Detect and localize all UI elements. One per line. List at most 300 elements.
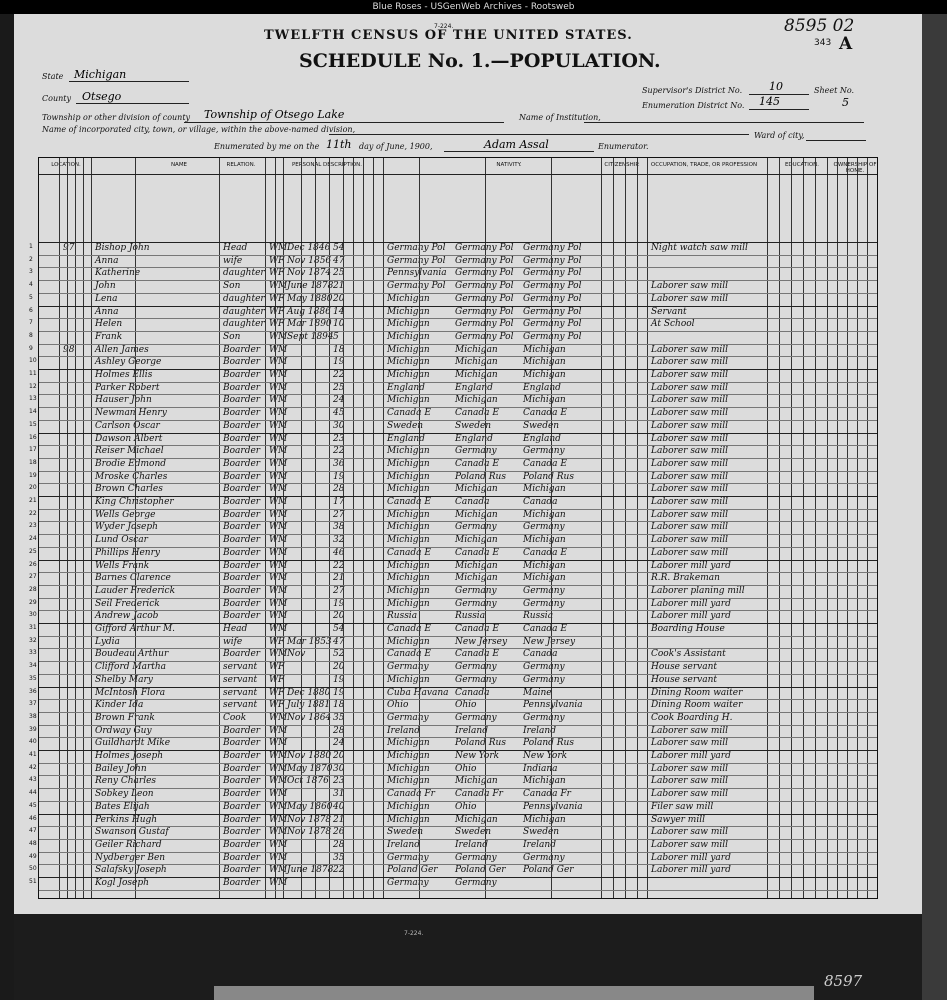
cell-fbp: Michigan [455, 357, 498, 368]
cell-fbp: Michigan [455, 344, 498, 355]
cell-fbp: Canada Fr [455, 789, 503, 800]
cell-n: 40 [29, 738, 37, 746]
grid-row-line [39, 306, 877, 307]
grid-row-line [39, 344, 877, 345]
grid-column-line [485, 158, 486, 898]
cell-n: 48 [29, 839, 37, 847]
cell-fbp: Michigan [455, 370, 498, 380]
cell-name: Bailey John [95, 763, 147, 774]
grid-column-line [373, 158, 374, 898]
cell-bp: Michigan [387, 357, 430, 368]
cell-birth: May 1870 [287, 763, 333, 774]
cell-birth: Nov 1856 [287, 255, 332, 266]
cell-sex: M [278, 382, 288, 393]
cell-rel: daughter [223, 268, 265, 279]
cell-occ: House servant [651, 674, 717, 685]
col-personal: PERSONAL DESCRIPTION. [291, 162, 363, 168]
cell-age: 19 [333, 674, 345, 685]
cell-sex: M [278, 370, 288, 380]
cell-bp: Michigan [387, 560, 430, 571]
cell-rel: servant [223, 674, 258, 685]
cell-mbp: Germany Pol [523, 306, 582, 317]
cell-age: 5 [333, 331, 339, 342]
cell-birth: Nov 1878 [287, 827, 332, 838]
cell-bp: England [387, 382, 425, 393]
cell-age: 54 [333, 243, 345, 253]
cell-mbp: Canada [523, 497, 558, 507]
cell-n: 21 [29, 497, 37, 504]
cell-bp: Ireland [387, 839, 420, 850]
cell-bp: Michigan [387, 344, 430, 355]
grid-column-line [767, 158, 768, 898]
cell-bp: Germany Pol [387, 281, 446, 292]
cell-n: 50 [29, 865, 37, 873]
cell-fbp: England [455, 433, 493, 444]
cell-mbp: Germany [523, 598, 565, 609]
cell-age: 40 [333, 801, 345, 812]
cell-sex: M [278, 560, 288, 571]
sheet-value: 5 [842, 96, 849, 109]
cell-sex: M [278, 408, 288, 419]
cell-rel: Boarder [223, 801, 261, 812]
cell-rel: servant [223, 662, 258, 673]
cell-race: W [269, 662, 279, 673]
cell-birth: Dec 1846 [287, 243, 331, 253]
cell-race: W [269, 839, 279, 850]
cell-sex: M [278, 865, 288, 876]
cell-fbp: Germany Pol [455, 268, 514, 279]
cell-sex: M [278, 573, 288, 584]
cell-rel: Boarder [223, 776, 261, 787]
cell-mbp: Michigan [523, 560, 566, 571]
grid-row-line [39, 572, 877, 573]
cell-birth: Dec 1880 [287, 687, 331, 698]
cell-age: 20 [333, 662, 345, 673]
enumerator-label: Enumerator. [598, 142, 649, 151]
cell-sex: M [278, 344, 288, 355]
grid-column-line [343, 158, 344, 898]
cell-race: W [269, 293, 279, 304]
cell-bp: Ohio [387, 700, 409, 711]
cell-n: 39 [29, 725, 37, 733]
cell-mbp: Canada E [523, 408, 567, 419]
grid-row-line [39, 560, 877, 561]
grid-row-line [39, 445, 877, 446]
cell-mbp: Germany Pol [523, 319, 582, 330]
grid-row-line [39, 648, 877, 649]
cell-mbp: Ireland [523, 839, 556, 850]
cell-fbp: Canada [455, 497, 490, 507]
cell-age: 18 [333, 700, 345, 711]
cell-race: W [269, 458, 279, 469]
census-sheet [14, 14, 922, 914]
grid-row-line [39, 483, 877, 484]
cell-name: John [95, 281, 116, 292]
cell-n: 2 [29, 255, 33, 263]
grid-row-line [39, 318, 877, 319]
cell-race: W [269, 649, 279, 660]
cell-name: Perkins Hugh [95, 814, 158, 825]
cell-n: 45 [29, 801, 37, 809]
cell-occ: Laborer saw mill [651, 535, 729, 546]
cell-name: Nydberger Ben [95, 852, 166, 863]
cell-fbp: Germany Pol [455, 293, 514, 304]
cell-bp: Michigan [387, 370, 430, 380]
cell-occ: Sawyer mill [651, 814, 705, 825]
cell-mbp: Pennsylvania [523, 801, 583, 812]
cell-bp: Germany Pol [387, 255, 446, 266]
grid-row-line [39, 788, 877, 789]
cell-occ: R.R. Brakeman [651, 573, 720, 584]
grid-row-line [39, 674, 877, 675]
grid-column-line [791, 158, 792, 898]
cell-mbp: Michigan [523, 370, 566, 380]
cell-occ: Laborer planing mill [651, 585, 745, 596]
cell-fbp: Michigan [455, 395, 498, 406]
cell-race: W [269, 408, 279, 419]
cell-birth: May 1860 [287, 801, 333, 812]
schedule-title: SCHEDULE No. 1.—POPULATION. [299, 50, 661, 72]
grid-column-line [419, 158, 420, 898]
ward-label: Ward of city, [754, 131, 805, 140]
cell-name: King Christopher [95, 497, 174, 507]
cell-n: 47 [29, 827, 37, 835]
cell-n: 19 [29, 471, 37, 479]
cell-bp: Michigan [387, 776, 430, 787]
cell-sex: F [278, 700, 285, 711]
cell-sex: M [278, 649, 288, 660]
cell-mbp: Canada Fr [523, 789, 571, 800]
cell-sex: M [278, 852, 288, 863]
cell-rel: Boarder [223, 357, 261, 368]
cell-occ: Cook Boarding H. [651, 712, 733, 723]
grid-row-line [39, 585, 877, 586]
cell-mbp: Michigan [523, 535, 566, 546]
col-occupation: OCCUPATION, TRADE, OR PROFESSION [650, 162, 758, 168]
cell-name: Brown Charles [95, 484, 163, 495]
cell-sex: M [278, 547, 288, 558]
cell-fbp: Canada E [455, 624, 499, 634]
cell-n: 8 [29, 331, 33, 339]
cell-age: 35 [333, 712, 345, 723]
cell-name: McIntosh Flora [95, 687, 166, 698]
cell-n: 34 [29, 662, 37, 670]
cell-bp: Pennsylvania [387, 268, 447, 279]
cell-rel: Boarder [223, 865, 261, 876]
cell-mbp: Germany [523, 674, 565, 685]
cell-n: 17 [29, 446, 37, 454]
cell-race: W [269, 509, 279, 520]
cell-occ: Laborer saw mill [651, 763, 729, 774]
grid-column-line [847, 158, 848, 898]
cell-occ: Laborer saw mill [651, 293, 729, 304]
cell-mbp: Michigan [523, 357, 566, 368]
cell-age: 38 [333, 522, 345, 533]
cell-occ: Laborer saw mill [651, 839, 729, 850]
cell-bp: Michigan [387, 751, 430, 761]
cell-fbp: Germany [455, 598, 497, 609]
grid-row-line [39, 356, 877, 357]
cell-fbp: Michigan [455, 535, 498, 546]
grid-row-line [39, 496, 877, 497]
cell-bp: Michigan [387, 306, 430, 317]
cell-age: 17 [333, 497, 345, 507]
grid-column-line [75, 158, 76, 898]
cell-race: W [269, 751, 279, 761]
cell-age: 35 [333, 852, 345, 863]
corner-number: 8595 02 [784, 16, 855, 36]
cell-fbp: Sweden [455, 827, 492, 838]
grid-row-line [39, 826, 877, 827]
grid-column-line [803, 158, 804, 898]
cell-mbp: Michigan [523, 814, 566, 825]
cell-race: W [269, 865, 279, 876]
cell-name: Hauser John [95, 395, 152, 406]
grid-header-line [39, 174, 877, 175]
cell-race: W [269, 344, 279, 355]
cell-dw: 97 [63, 243, 75, 253]
cell-age: 14 [333, 306, 345, 317]
cell-n: 4 [29, 281, 33, 289]
cell-age: 19 [333, 357, 345, 368]
cell-name: Barnes Clarence [95, 573, 171, 584]
cell-name: Wyder Joseph [95, 522, 158, 533]
cell-birth: Oct 1876 [287, 776, 329, 787]
cell-bp: Germany [387, 712, 429, 723]
cell-race: W [269, 712, 279, 723]
cell-age: 20 [333, 293, 345, 304]
cell-occ: Laborer saw mill [651, 446, 729, 457]
cell-race: W [269, 725, 279, 736]
cell-birth: Nov 1874 [287, 268, 332, 279]
cell-sex: M [278, 243, 288, 253]
cell-sex: M [278, 776, 288, 787]
cell-bp: Canada E [387, 624, 431, 634]
cell-occ: Laborer saw mill [651, 497, 729, 507]
cell-bp: Michigan [387, 319, 430, 330]
cell-rel: Boarder [223, 446, 261, 457]
cell-race: W [269, 763, 279, 774]
cell-bp: Michigan [387, 484, 430, 495]
cell-sex: M [278, 725, 288, 736]
cell-name: Bates Elijah [95, 801, 150, 812]
grid-row-line [39, 699, 877, 700]
grid-row-line [39, 598, 877, 599]
cell-rel: Boarder [223, 547, 261, 558]
cell-bp: Michigan [387, 674, 430, 685]
cell-rel: Boarder [223, 382, 261, 393]
cell-sex: M [278, 522, 288, 533]
grid-row-line [39, 521, 877, 522]
cell-race: W [269, 446, 279, 457]
cell-bp: Poland Ger [387, 865, 438, 876]
cell-mbp: Michigan [523, 484, 566, 495]
cell-n: 9 [29, 344, 33, 352]
grid-row-line [39, 763, 877, 764]
grid-column-line [827, 158, 828, 898]
cell-rel: Boarder [223, 484, 261, 495]
cell-name: Katherine [95, 268, 141, 279]
cell-age: 47 [333, 636, 345, 647]
grid-row-line [39, 471, 877, 472]
cell-race: W [269, 306, 279, 317]
cell-occ: Night watch saw mill [651, 243, 748, 253]
cell-name: Shelby Mary [95, 674, 153, 685]
cell-sex: F [278, 255, 285, 266]
cell-fbp: Poland Rus [455, 738, 506, 749]
cell-fbp: Michigan [455, 509, 498, 520]
cell-mbp: Canada E [523, 624, 567, 634]
cell-occ: Laborer saw mill [651, 281, 729, 292]
col-nativity: NATIVITY. [496, 162, 522, 168]
cell-n: 30 [29, 611, 37, 619]
grid-row-line [39, 280, 877, 281]
cell-race: W [269, 547, 279, 558]
cell-age: 30 [333, 763, 345, 774]
cell-birth: Mar 1853 [287, 636, 332, 647]
viewer-title-bar [0, 0, 947, 14]
township-rule [184, 122, 504, 123]
cell-mbp: Michigan [523, 776, 566, 787]
cell-rel: servant [223, 687, 258, 698]
grid-column-line [315, 158, 316, 898]
form-id: 7-224. [434, 23, 454, 30]
grid-row-line [39, 293, 877, 294]
grid-row-line [39, 509, 877, 510]
cell-n: 35 [29, 674, 37, 682]
cell-race: W [269, 700, 279, 711]
grid-row-line [39, 864, 877, 865]
cell-n: 20 [29, 484, 37, 492]
cell-rel: Boarder [223, 751, 261, 761]
cell-sex: M [278, 331, 288, 342]
frame-right-edge [922, 14, 947, 1000]
cell-fbp: Germany [455, 712, 497, 723]
census-title: TWELFTH CENSUS OF THE UNITED STATES. [264, 28, 633, 43]
grid-column-line [353, 158, 354, 898]
cell-mbp: Germany Pol [523, 268, 582, 279]
grid-row-line [39, 712, 877, 713]
grid-row-line [39, 814, 877, 815]
cell-rel: Head [223, 624, 248, 634]
cell-age: 22 [333, 865, 345, 876]
cell-bp: Michigan [387, 763, 430, 774]
grid-row-line [39, 636, 877, 637]
cell-bp: Michigan [387, 814, 430, 825]
cell-sex: M [278, 458, 288, 469]
cell-n: 18 [29, 458, 37, 466]
cell-age: 27 [333, 509, 345, 520]
cell-mbp: Germany Pol [523, 243, 582, 253]
cell-n: 28 [29, 585, 37, 593]
cell-n: 43 [29, 776, 37, 784]
cell-bp: Michigan [387, 573, 430, 584]
cell-race: W [269, 852, 279, 863]
cell-mbp: Michigan [523, 509, 566, 520]
institution-rule [584, 122, 864, 123]
cell-sex: M [278, 395, 288, 406]
cell-mbp: New York [523, 751, 568, 761]
cell-n: 22 [29, 509, 37, 517]
cell-occ: Laborer saw mill [651, 382, 729, 393]
cell-age: 32 [333, 535, 345, 546]
grid-row-line [39, 775, 877, 776]
city-rule [329, 134, 749, 135]
cell-age: 20 [333, 751, 345, 761]
grid-row-line [39, 420, 877, 421]
cell-mbp: Russia [523, 611, 554, 622]
institution-label: Name of Institution, [519, 113, 601, 122]
cell-bp: Germany [387, 852, 429, 863]
cell-mbp: Michigan [523, 344, 566, 355]
cell-fbp: Ohio [455, 700, 477, 711]
cell-n: 13 [29, 395, 37, 403]
grid-row-line [39, 687, 877, 688]
cell-mbp: Germany Pol [523, 255, 582, 266]
cell-age: 25 [333, 268, 345, 279]
cell-birth: Mar 1890 [287, 319, 332, 330]
cell-birth: Nov 1880 [287, 751, 332, 761]
cell-rel: Boarder [223, 878, 261, 888]
state-label: State [42, 72, 64, 81]
cell-age: 19 [333, 598, 345, 609]
grid-row-line [39, 458, 877, 459]
cell-race: W [269, 471, 279, 482]
cell-name: Anna [95, 255, 119, 266]
cell-race: W [269, 433, 279, 444]
cell-bp: Michigan [387, 293, 430, 304]
cell-race: W [269, 357, 279, 368]
cell-age: 21 [333, 814, 345, 825]
cell-n: 27 [29, 573, 37, 581]
cell-fbp: Canada E [455, 408, 499, 419]
viewer-title: Blue Roses - USGenWeb Archives - Rootsweb [372, 2, 575, 12]
cell-rel: Boarder [223, 370, 261, 380]
cell-rel: Son [223, 331, 241, 342]
cell-age: 25 [333, 382, 345, 393]
cell-fbp: England [455, 382, 493, 393]
cell-name: Ordway Guy [95, 725, 152, 736]
cell-name: Geiler Richard [95, 839, 162, 850]
grid-header-line [39, 242, 877, 243]
cell-race: W [269, 484, 279, 495]
cell-sex: F [278, 636, 285, 647]
cell-bp: Michigan [387, 509, 430, 520]
cell-mbp: Michigan [523, 573, 566, 584]
cell-occ: Cook's Assistant [651, 649, 726, 660]
county-label: County [42, 94, 71, 103]
cell-n: 51 [29, 878, 37, 885]
cell-age: 46 [333, 547, 345, 558]
col-name: NAME [170, 162, 188, 168]
cell-rel: Boarder [223, 839, 261, 850]
grid-row-line [39, 877, 877, 878]
col-citizenship: CITIZENSHIP. [604, 162, 640, 168]
grid-row-line [39, 750, 877, 751]
grid-column-line [265, 158, 266, 898]
cell-fbp: Ireland [455, 839, 488, 850]
cell-race: W [269, 382, 279, 393]
cell-sex: M [278, 801, 288, 812]
cell-sex: M [278, 497, 288, 507]
grid-row-line [39, 839, 877, 840]
grid-row-line [39, 547, 877, 548]
cell-mbp: Poland Rus [523, 738, 574, 749]
cell-sex: F [278, 319, 285, 330]
cell-birth: July 1881 [287, 700, 331, 711]
grid-row-line [39, 610, 877, 611]
cell-name: Reiser Michael [95, 446, 164, 457]
